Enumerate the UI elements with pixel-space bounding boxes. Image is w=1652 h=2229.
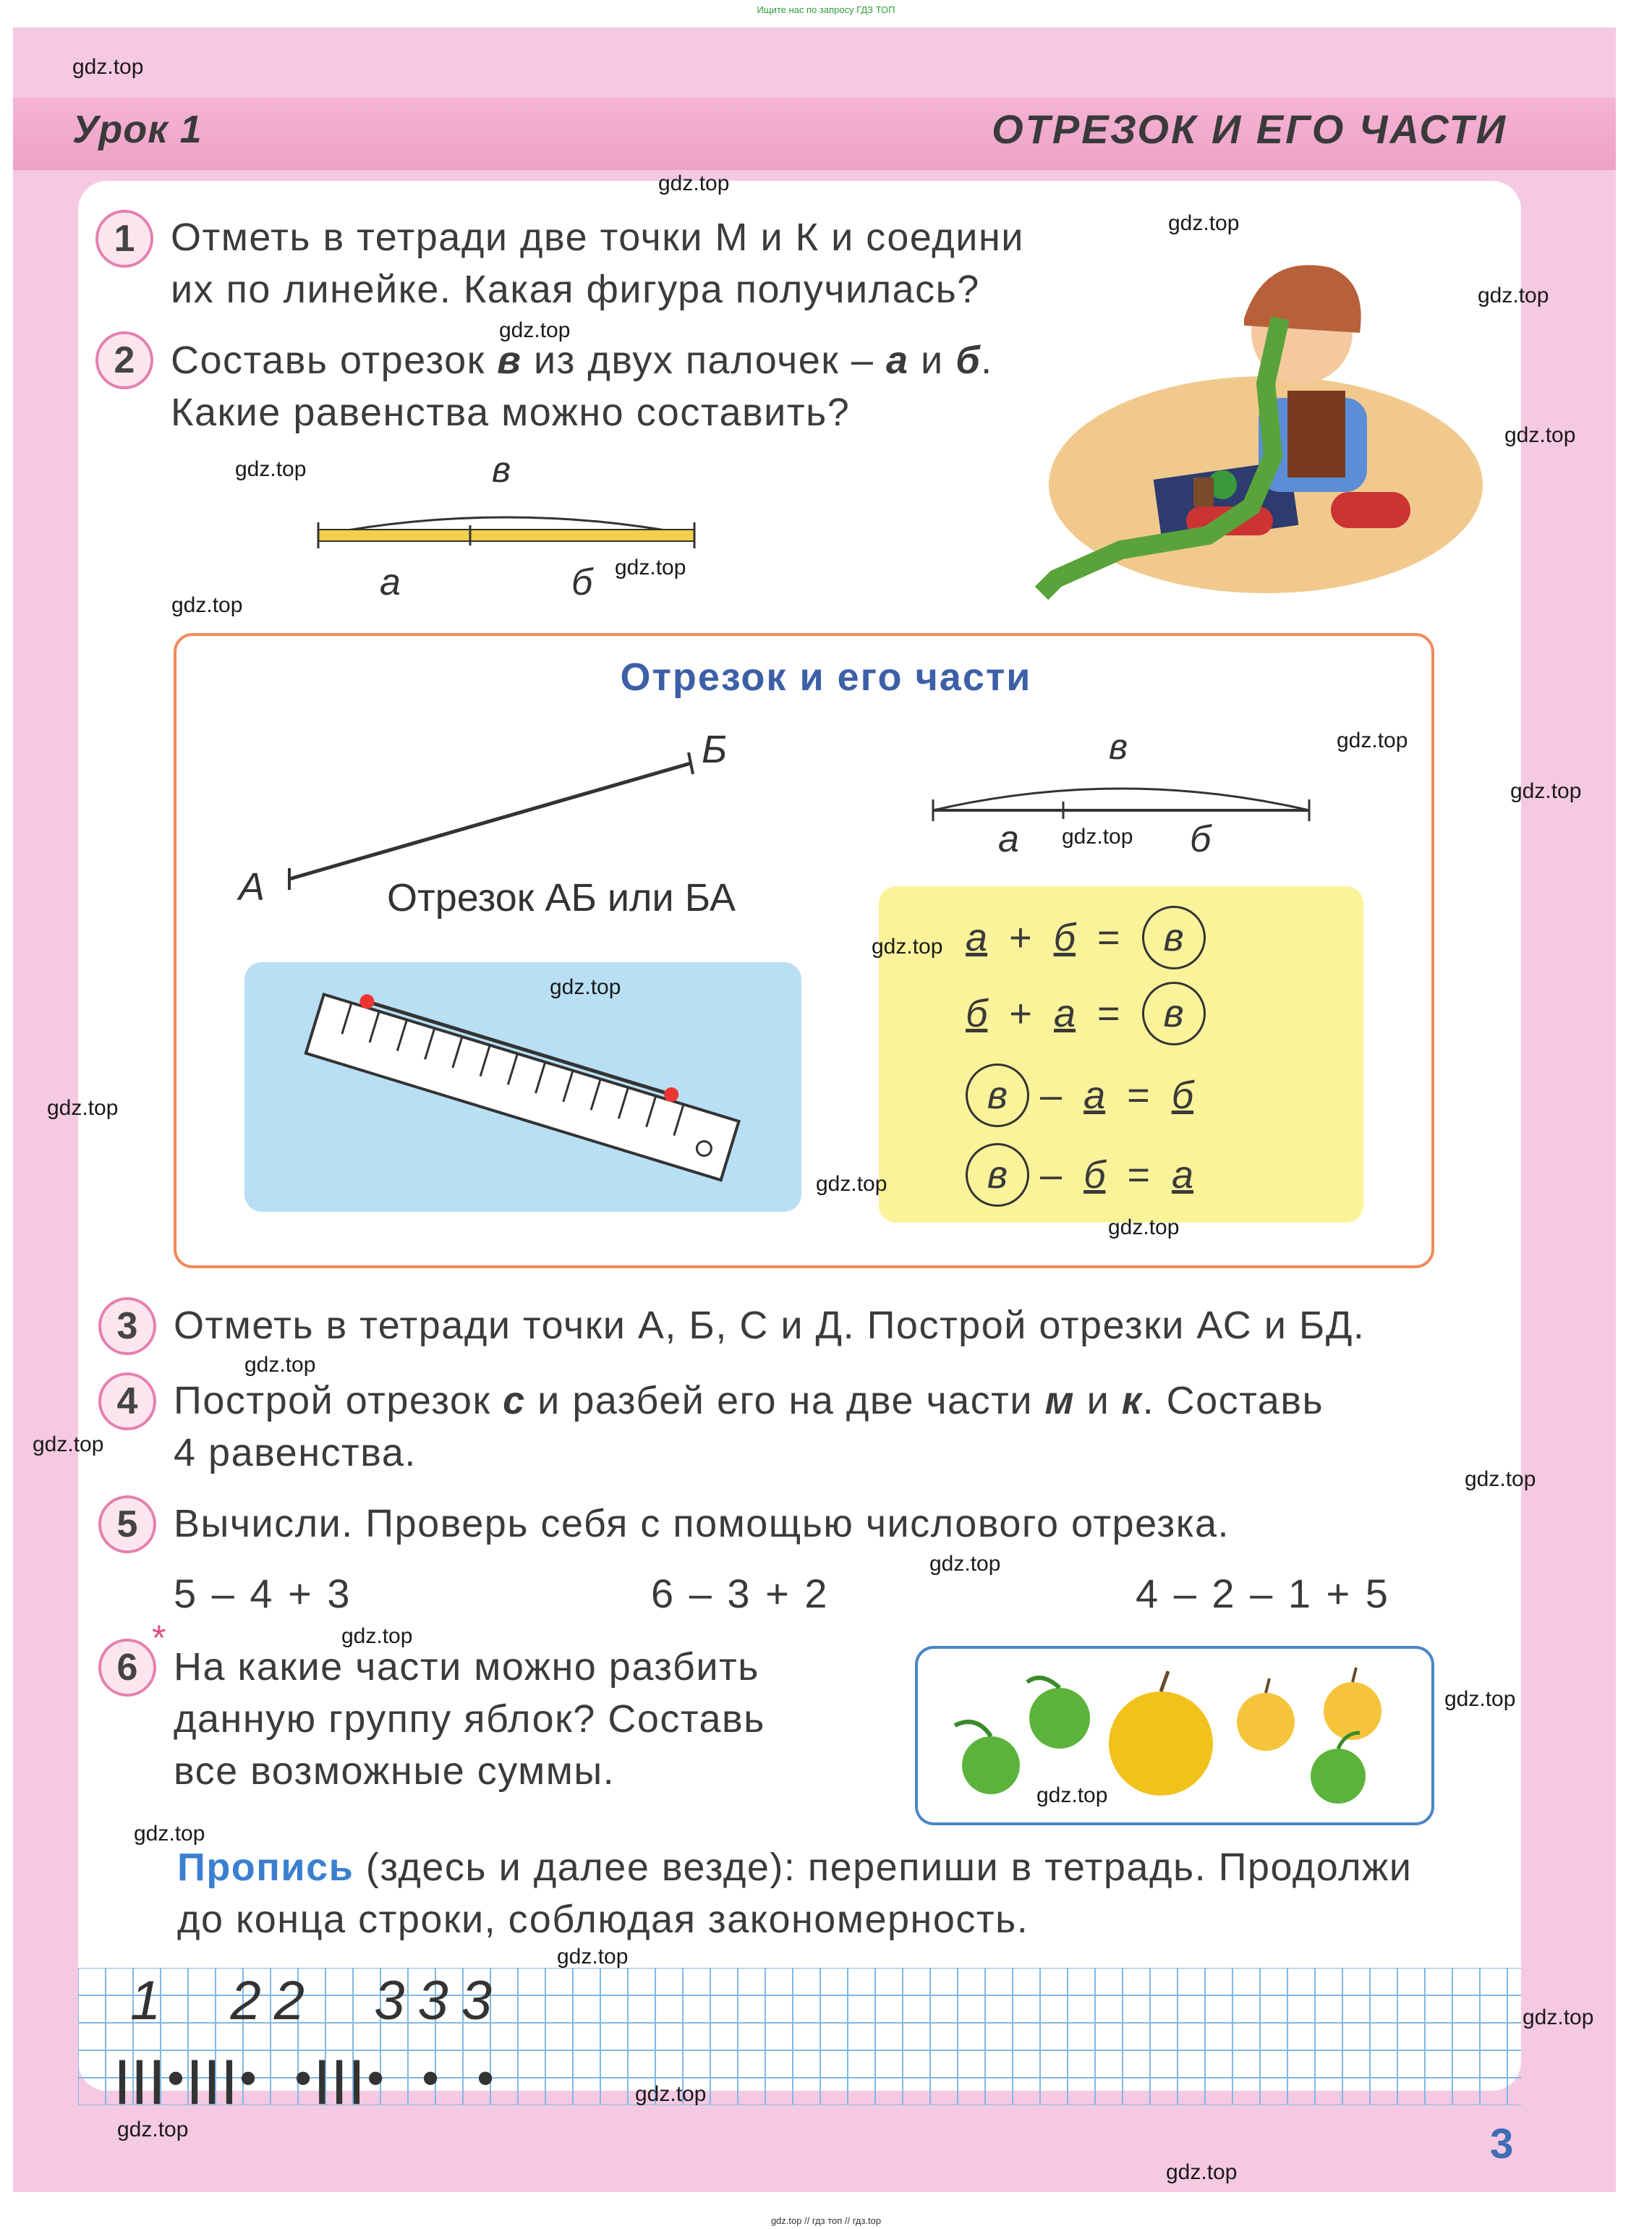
eq1-eq: = [1097,916,1120,959]
watermark: gdz.top [872,935,943,959]
propis-text-2: до конца строки, соблюдая закономерность. [177,1898,1029,1941]
segment-ab-line [289,763,691,879]
watermark: gdz.top [1337,729,1408,752]
page-number: 3 [1490,2120,1514,2168]
apples-illustration [919,1650,1425,1816]
eq2-term1: б [966,992,988,1035]
eq4-op: – [1040,1153,1063,1197]
yellow-apple-icon [1109,1691,1213,1796]
box-seg-arc [933,789,1309,810]
task-2-var-v: в [497,339,522,382]
ruler-illustration [289,984,752,1201]
task-6-line3: все возможные суммы. [174,1749,616,1793]
task-number-2: 2 [95,331,153,389]
task-5-expr-1: 5 – 4 + 3 [174,1571,352,1616]
task-4-line2: 4 равенства. [174,1431,417,1474]
watermark: gdz.top [929,1552,1001,1576]
watermark: gdz.top [1523,2005,1594,2029]
watermark: gdz.top [1166,2160,1238,2184]
eq4-term2: б [1083,1153,1106,1197]
propis-text-1: (здесь и далее везде): перепиши в тетрадь. Продолжи [354,1846,1413,1889]
task-4-text-b: и разбей его на две части [537,1379,1034,1422]
point-b-label: Б [702,728,728,771]
watermark: gdz.top [1510,779,1582,803]
watermark: gdz.top [1108,1215,1180,1239]
green-apple-icon [1029,1688,1090,1749]
seg-small-right: б [571,561,593,603]
eq1-result: в [1142,906,1206,969]
eq4-result: а [1172,1153,1194,1197]
eq3-term1: в [966,1063,1029,1127]
eq3-op: – [1040,1074,1063,1117]
watermark: gdz.top [635,2082,707,2106]
eq2-op: + [1009,992,1032,1035]
lesson-label: Урок 1 [72,108,203,151]
task-5-expr-2: 6 – 3 + 2 [651,1571,830,1616]
point-a-label: А [239,865,265,909]
ruler-icon [306,994,739,1180]
eq1-term1: а [966,916,988,959]
lesson-title: ОТРЕЗОК И ЕГО ЧАСТИ [992,106,1507,152]
task-2-line1: Составь отрезок в из двух палочек – а и б. [171,339,993,382]
watermark: gdz.top [134,1822,205,1846]
watermark: gdz.top [47,1096,119,1120]
task-2-var-b: б [955,339,982,382]
watermark: gdz.top [1062,825,1133,849]
bottom-note: gdz.top // гдз топ // гдз.top [770,2215,882,2226]
watermark: gdz.top [615,556,686,579]
task-number-3: 3 [98,1297,156,1355]
writing-row-1: 1 22 333 [130,1970,506,2031]
task-number-4: 4 [98,1372,156,1430]
task-2-line2: Какие равенства можно составить? [171,391,851,434]
task-4-line1 [174,1375,1324,1427]
task-6-line1: На какие части можно разбить [174,1645,759,1689]
watermark: gdz.top [235,457,307,481]
watermark: gdz.top [117,2118,189,2141]
watermark: gdz.top [1478,284,1549,307]
task-4-text-c: . Составь [1142,1379,1324,1422]
task-number-1: 1 [95,210,153,268]
task-4-var-m: м [1044,1379,1076,1422]
watermark: gdz.top [171,593,243,617]
segment-caption: Отрезок АБ или БА [387,876,736,920]
watermark: gdz.top [557,1945,629,1969]
box-seg-right: б [1190,818,1212,860]
task-2-text-a: Составь отрезок [171,339,485,382]
yellow-apple-icon [1237,1693,1295,1751]
watermark: gdz.top [550,975,621,999]
seg-small-top: в [492,449,511,490]
eq3-term2: а [1083,1074,1106,1117]
hat-icon [1244,265,1361,333]
spool-icon [1193,477,1214,506]
eq2-term2: а [1053,992,1076,1035]
propis-instructions [177,1841,1501,1945]
eq4-eq: = [1127,1153,1151,1197]
watermark: gdz.top [1036,1783,1108,1807]
eq1-term2: б [1053,916,1076,959]
stick-bar [318,530,694,541]
watermark: gdz.top [816,1172,887,1196]
task-6-line2: данную группу яблок? Составь [174,1697,765,1741]
watermark: gdz.top [33,1432,104,1456]
box-seg-top: в [1109,726,1128,767]
task-5-text: Вычисли. Проверь себя с помощью числового отрезка. [174,1502,1230,1545]
task-4-and: и [1086,1379,1110,1422]
equation-row-1 [966,906,1206,969]
equation-row-2 [966,982,1206,1045]
star-icon: * [152,1618,166,1658]
vest [1287,391,1345,477]
watermark: gdz.top [244,1353,316,1377]
watermark: gdz.top [1444,1687,1516,1711]
task-1-line1: Отметь в тетради две точки М и К и соедини [171,216,1024,259]
task-4-var-k: к [1121,1379,1143,1422]
eq1-op: + [1009,916,1032,959]
watermark: gdz.top [1465,1467,1536,1491]
watermark: gdz.top [1504,423,1576,447]
equation-row-3 [966,1063,1193,1127]
writing-row-2: |||•|||• •|||• • • [116,2052,498,2104]
rule-box-title: Отрезок и его части [620,655,1032,699]
eq3-result: б [1171,1074,1194,1117]
task-4-var-c: с [503,1379,526,1422]
task-2-var-a: а [885,339,909,382]
green-apple-icon [1311,1749,1366,1804]
yellow-apple-icon [1324,1682,1381,1740]
watermark: gdz.top [72,55,144,79]
box-seg-left: а [998,818,1019,860]
task-2-text-b: из двух палочек – [533,339,874,382]
top-note: Ищите нас по запросу ГДЗ ТОП [757,4,895,15]
task-5-expr-3: 4 – 2 – 1 + 5 [1136,1571,1390,1616]
watermark: gdz.top [658,171,730,195]
task-number-5: 5 [98,1495,156,1553]
watermark: gdz.top [499,318,571,342]
equation-row-4 [966,1143,1193,1207]
green-apple-icon [962,1736,1020,1794]
watermark: gdz.top [341,1624,413,1648]
task-3-text: Отметь в тетради точки А, Б, С и Д. Построй отрезки АС и БД. [174,1304,1366,1347]
task-4-text-a: Построй отрезок [174,1379,491,1422]
eq2-eq: = [1097,992,1120,1035]
eq3-eq: = [1127,1074,1150,1117]
task-1-line2: их по линейке. Какая фигура получилась? [171,268,980,311]
seg-small-left: а [380,561,401,603]
task-number-6: 6 [98,1639,156,1697]
propis-highlight: Пропись [177,1846,354,1889]
eq2-result: в [1142,982,1206,1045]
watermark: gdz.top [1168,211,1240,235]
task-2-and: и [921,339,944,382]
boy-illustration [1027,217,1490,608]
eq4-term1: в [966,1143,1029,1207]
sock-right [1331,492,1410,528]
